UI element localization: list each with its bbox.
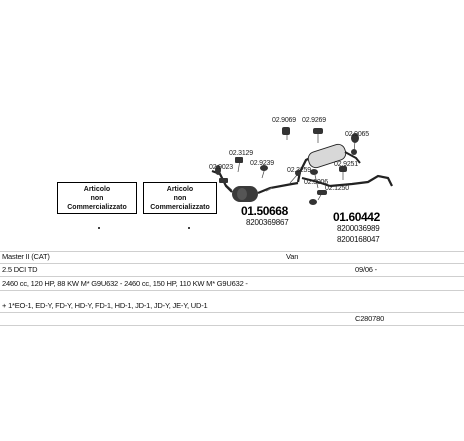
not-sold-box: Articolo non Commercializzato [143, 182, 217, 214]
vehicle-spec: 2460 cc, 120 HP, 88 KW M* G9U632 - 2460 cc, 150 HP, 110 KW M* G9U632 - [2, 279, 248, 288]
vehicle-model: Master II (CAT) [2, 252, 50, 261]
part-label: 02.9065 [345, 131, 369, 138]
vehicle-type: Van [286, 252, 299, 261]
oem-number-right-1: 8200036989 [337, 224, 380, 233]
catalog-code: C280780 [355, 314, 385, 323]
oem-number-right-2: 8200168047 [337, 235, 380, 244]
not-sold-box: Articolo non Commercializzato [57, 182, 137, 214]
part-label: 02.3129 [229, 150, 253, 157]
part-label: 02.9269 [302, 117, 326, 124]
part-label: 02.3006 [304, 179, 328, 186]
vehicle-chassis: + 1*EO-1, ED-Y, FD-Y, HD-Y, FD-1, HD-1, JD-1, JD-Y, JE-Y, UD-1 [2, 301, 208, 310]
part-label: 02.9069 [272, 117, 296, 124]
part-label: 02.9023 [209, 164, 233, 171]
part-label: 02.9251 [334, 161, 358, 168]
oem-number-left: 8200369867 [246, 218, 289, 227]
part-label: 02.3259 [287, 167, 311, 174]
part-label: 02.9239 [250, 160, 274, 167]
vehicle-date-range: 09/06 - [355, 265, 377, 274]
part-label: 02.1250 [325, 185, 349, 192]
vehicle-engine: 2.5 DCI TD [2, 265, 38, 274]
main-part-number-right: 01.60442 [333, 210, 380, 224]
main-part-number-left: 01.50668 [241, 204, 288, 218]
